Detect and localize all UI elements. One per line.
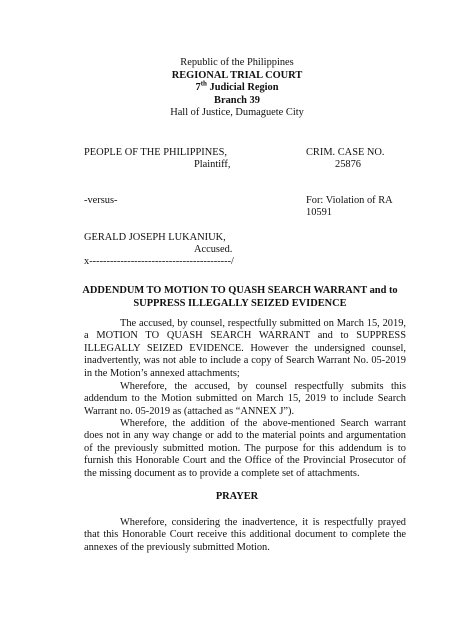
title-line-2: SUPPRESS ILLEGALLY SEIZED EVIDENCE xyxy=(133,297,347,309)
region-number: 7 xyxy=(195,82,201,94)
paragraph-1 xyxy=(84,318,406,380)
paragraph-2-text: Wherefore, the accused, by counsel respectfully submits this addendum to the Motion submitted on March 15, 2019 to include Search Warrant no. 05-2019 as (attached as “ANNEX J”). xyxy=(84,381,406,417)
case-number: 25876 xyxy=(335,159,361,170)
paragraph-4 xyxy=(84,517,406,554)
republic-line: Republic of the Philippines xyxy=(180,57,294,68)
document-title xyxy=(70,285,410,310)
prayer-heading: PRAYER xyxy=(215,491,259,502)
plaintiff-name: PEOPLE OF THE PHILIPPINES, xyxy=(84,147,227,158)
accused-name: GERALD JOSEPH LUKANIUK, xyxy=(84,232,226,243)
court-name: REGIONAL TRIAL COURT xyxy=(171,69,303,81)
branch-line: Branch 39 xyxy=(214,94,260,106)
paragraph-4-text: Wherefore, considering the inadvertence, it is respectfully prayed that this Honorable Court receive this additional document to complete the annexes of the previously submitted Motion. xyxy=(84,517,406,553)
paragraph-3-text: Wherefore, the addition of the above-mentioned Search warrant does not in any way change or add to the material points and argumentation of the previously submitted motion. The purpose for this addendum is to furnish this Honorable Court and the Office of the Provincial Prosecutor of the missing document as to provide a complete set of attachments. xyxy=(84,418,406,479)
violation-line-2: 10591 xyxy=(306,207,332,218)
region-ordinal: th xyxy=(200,79,207,88)
court-header xyxy=(0,57,474,120)
paragraph-2 xyxy=(84,381,406,418)
region-text: Judicial Region xyxy=(206,82,279,94)
caption-separator: x-----------------------------------------/ xyxy=(84,256,234,267)
paragraph-3 xyxy=(84,418,406,480)
hall-line: Hall of Justice, Dumaguete City xyxy=(170,107,304,119)
judicial-region xyxy=(0,79,474,95)
versus-label: -versus- xyxy=(84,195,118,206)
violation-line-1: For: Violation of RA xyxy=(306,195,393,206)
accused-role: Accused. xyxy=(194,244,233,255)
case-label: CRIM. CASE NO. xyxy=(306,147,385,158)
paragraph-1-text: The accused, by counsel, respectfully submitted on March 15, 2019, a MOTION TO QUASH SEARCH WARRANT and to SUPPRESS ILLEGALLY SEIZED EVIDENCE. However the undersigned counsel, inadvertently, was not able to include a copy of Search Warrant No. 05-2019 in the Motion’s annexed attachments; xyxy=(84,318,406,379)
title-line-1: ADDENDUM TO MOTION TO QUASH SEARCH WARRANT and to xyxy=(82,285,398,296)
plaintiff-role: Plaintiff, xyxy=(194,159,231,170)
